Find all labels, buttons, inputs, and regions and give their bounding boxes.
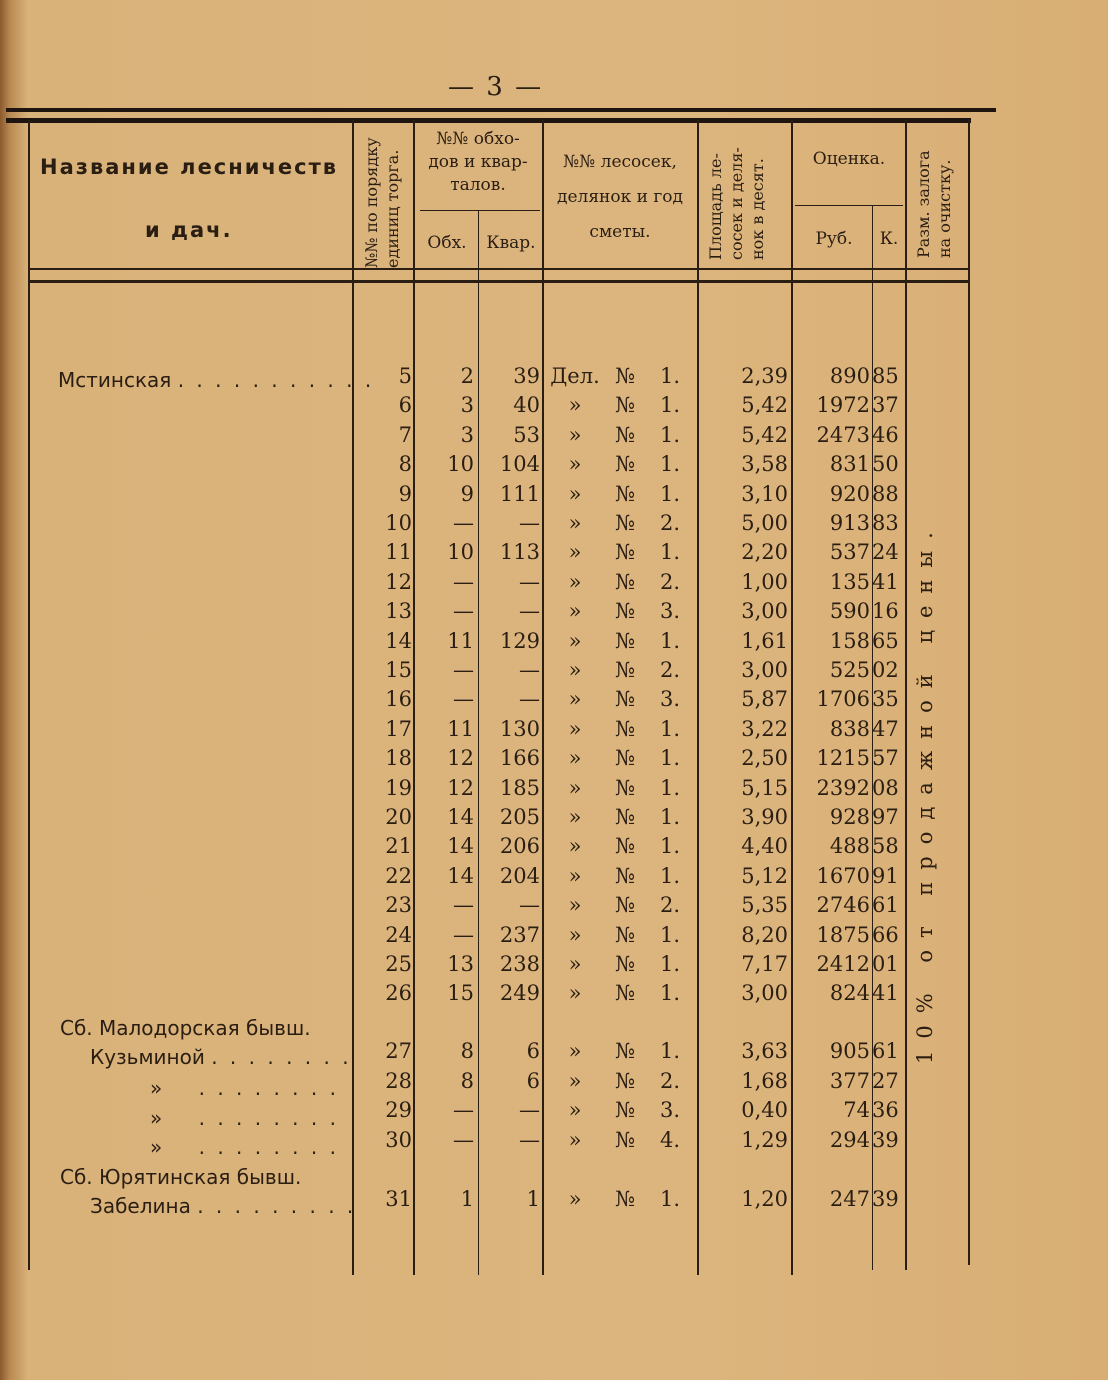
table-row bbox=[0, 482, 1108, 511]
cell-obh: — bbox=[453, 893, 474, 918]
cell-no: 1. bbox=[660, 863, 681, 888]
cell-kop: 01 bbox=[872, 952, 899, 976]
cell-num: 15 bbox=[385, 658, 412, 682]
cell-del: » bbox=[568, 834, 582, 859]
cell-no: 1. bbox=[660, 452, 681, 477]
cell-num: 7 bbox=[398, 422, 412, 447]
cell-sign: № bbox=[615, 687, 635, 712]
cell-del: » bbox=[568, 893, 582, 918]
cell-area: 5,87 bbox=[741, 687, 788, 712]
cell-rub: 294 bbox=[829, 1128, 870, 1152]
cell-del: » bbox=[568, 511, 582, 535]
table-row bbox=[0, 687, 1108, 716]
cell-no: 1. bbox=[660, 422, 681, 447]
cell-area: 1,29 bbox=[741, 1128, 788, 1152]
top-rule bbox=[6, 108, 996, 112]
cell-obh: 1 bbox=[460, 1187, 474, 1211]
cell-rub: 838 bbox=[829, 716, 870, 741]
cell-del: » bbox=[568, 922, 582, 947]
cell-kop: 85 bbox=[872, 364, 899, 388]
cell-obh: 14 bbox=[447, 863, 474, 888]
cell-obh: 10 bbox=[447, 540, 474, 565]
header-ocenka: Оценка. bbox=[812, 149, 886, 169]
cell-no: 1. bbox=[660, 628, 681, 653]
cell-num: 18 bbox=[385, 746, 412, 771]
cell-del: » bbox=[568, 687, 582, 712]
cell-del: » bbox=[568, 422, 582, 447]
name-mstinskaya: Мстинская . . . . . . . . . . . bbox=[58, 368, 375, 392]
cell-sign: № bbox=[615, 422, 635, 447]
cell-kop: 24 bbox=[872, 540, 899, 565]
cell-rub: 590 bbox=[829, 599, 870, 624]
cell-kop: 35 bbox=[872, 687, 899, 712]
cell-kv: — bbox=[519, 658, 540, 682]
cell-sign: № bbox=[615, 775, 635, 800]
cell-num: 23 bbox=[385, 893, 412, 918]
cell-del: » bbox=[568, 981, 582, 1006]
cell-kv: 104 bbox=[499, 452, 540, 477]
cell-rub: 920 bbox=[829, 481, 870, 506]
cell-del: » bbox=[568, 599, 582, 624]
cell-rub: 135 bbox=[829, 569, 870, 594]
cell-obh: — bbox=[453, 658, 474, 682]
cell-num: 9 bbox=[398, 481, 412, 506]
cell-sign: № bbox=[615, 1187, 635, 1211]
cell-kv: 205 bbox=[499, 805, 540, 829]
header-zalog: Разм. залога на очистку. bbox=[914, 150, 954, 258]
cell-rub: 1972 bbox=[816, 393, 870, 418]
cell-kv: — bbox=[519, 1098, 540, 1122]
cell-kv: — bbox=[519, 893, 540, 918]
cell-num: 10 bbox=[385, 511, 412, 535]
cell-area: 2,50 bbox=[741, 746, 788, 771]
cell-sign: № bbox=[615, 569, 635, 594]
cell-kop: 41 bbox=[872, 981, 899, 1006]
cell-num: 16 bbox=[385, 687, 412, 712]
cell-no: 2. bbox=[660, 893, 681, 918]
cell-kv: — bbox=[519, 1128, 540, 1152]
cell-del: » bbox=[568, 775, 582, 800]
table-row bbox=[0, 1039, 1108, 1068]
cell-area: 5,42 bbox=[741, 422, 788, 447]
cell-rub: 2473 bbox=[816, 422, 870, 447]
cell-kop: 88 bbox=[872, 481, 899, 506]
cell-area: 5,15 bbox=[741, 775, 788, 800]
cell-kv: 237 bbox=[499, 922, 540, 947]
cell-rub: 525 bbox=[829, 658, 870, 682]
cell-area: 1,61 bbox=[741, 628, 788, 653]
cell-rub: 831 bbox=[829, 452, 870, 477]
cell-num: 19 bbox=[385, 775, 412, 800]
table-row bbox=[0, 629, 1108, 658]
header-name-line2: и дач. bbox=[145, 218, 233, 242]
cell-sign: № bbox=[615, 981, 635, 1006]
cell-obh: 12 bbox=[447, 746, 474, 771]
cell-num: 20 bbox=[385, 805, 412, 829]
cell-sign: № bbox=[615, 893, 635, 918]
cell-no: 1. bbox=[660, 952, 681, 976]
header-rub: Руб. bbox=[815, 229, 853, 249]
cell-obh: 15 bbox=[447, 981, 474, 1006]
cell-rub: 158 bbox=[829, 628, 870, 653]
cell-area: 2,20 bbox=[741, 540, 788, 565]
cell-num: 30 bbox=[385, 1128, 412, 1152]
cell-obh: 14 bbox=[447, 805, 474, 829]
cell-del: » bbox=[568, 746, 582, 771]
name-malodor-line1: Сб. Малодорская бывш. bbox=[60, 1016, 311, 1040]
cell-area: 5,12 bbox=[741, 863, 788, 888]
header-obh-sub: Обх. bbox=[427, 233, 467, 253]
table-row bbox=[0, 599, 1108, 628]
cell-rub: 488 bbox=[829, 834, 870, 859]
cell-no: 2. bbox=[660, 1069, 681, 1093]
cell-kop: 39 bbox=[872, 1187, 899, 1211]
cell-obh: — bbox=[453, 922, 474, 947]
cell-num: 17 bbox=[385, 716, 412, 741]
cell-rub: 913 bbox=[829, 511, 870, 535]
cell-rub: 2746 bbox=[816, 893, 870, 918]
name-yuryat-line2: Забелина . . . . . . . . . bbox=[90, 1194, 357, 1218]
header-area: Площадь ле- сосек и деля- нок в десят. bbox=[706, 147, 767, 260]
cell-kv: 6 bbox=[526, 1039, 540, 1063]
cell-area: 3,22 bbox=[741, 716, 788, 741]
cell-del: » bbox=[568, 393, 582, 418]
cell-no: 1. bbox=[660, 716, 681, 741]
side-note: 10% от продажной цены. bbox=[913, 520, 937, 1064]
cell-sign: № bbox=[615, 952, 635, 976]
cell-kop: 46 bbox=[872, 422, 899, 447]
cell-kop: 16 bbox=[872, 599, 899, 624]
cell-no: 1. bbox=[660, 1039, 681, 1063]
cell-num: 5 bbox=[398, 364, 412, 388]
cell-sign: № bbox=[615, 1069, 635, 1093]
table-row bbox=[0, 981, 1108, 1010]
cell-kv: 166 bbox=[499, 746, 540, 771]
header-obh: №№ обхо- дов и квар- талов. bbox=[428, 129, 528, 195]
cell-kop: 65 bbox=[872, 628, 899, 653]
cell-sign: № bbox=[615, 1039, 635, 1063]
cell-sign: № bbox=[615, 364, 635, 388]
cell-kop: 58 bbox=[872, 834, 899, 859]
table-row bbox=[0, 1187, 1108, 1216]
cell-num: 14 bbox=[385, 628, 412, 653]
cell-obh: 2 bbox=[460, 364, 474, 388]
cell-no: 2. bbox=[660, 658, 681, 682]
cell-no: 3. bbox=[660, 599, 681, 624]
cell-area: 3,90 bbox=[741, 805, 788, 829]
cell-del: » bbox=[568, 452, 582, 477]
cell-sign: № bbox=[615, 511, 635, 535]
table-row bbox=[0, 923, 1108, 952]
cell-kop: 57 bbox=[872, 746, 899, 771]
cell-no: 1. bbox=[660, 775, 681, 800]
cell-obh: 3 bbox=[460, 422, 474, 447]
cell-kop: 83 bbox=[872, 511, 899, 535]
table-row bbox=[0, 658, 1108, 687]
cell-kv: 129 bbox=[499, 628, 540, 653]
table-row bbox=[0, 364, 1108, 393]
cell-num: 31 bbox=[385, 1187, 412, 1211]
cell-obh: — bbox=[453, 1098, 474, 1122]
cell-obh: — bbox=[453, 569, 474, 594]
cell-num: 29 bbox=[385, 1098, 412, 1122]
cell-kop: 39 bbox=[872, 1128, 899, 1152]
cell-rub: 377 bbox=[829, 1069, 870, 1093]
cell-del: » bbox=[568, 1069, 582, 1093]
table-row bbox=[0, 511, 1108, 540]
cell-num: 8 bbox=[398, 452, 412, 477]
cell-obh: 12 bbox=[447, 775, 474, 800]
cell-rub: 247 bbox=[829, 1187, 870, 1211]
cell-rub: 2392 bbox=[816, 775, 870, 800]
name-ditto: » . . . . . . . . bbox=[150, 1135, 339, 1159]
cell-kv: — bbox=[519, 511, 540, 535]
cell-kv: 113 bbox=[499, 540, 540, 565]
cell-no: 1. bbox=[660, 364, 681, 388]
cell-obh: 13 bbox=[447, 952, 474, 976]
cell-rub: 2412 bbox=[816, 952, 870, 976]
cell-kop: 41 bbox=[872, 569, 899, 594]
cell-area: 5,35 bbox=[741, 893, 788, 918]
cell-no: 1. bbox=[660, 481, 681, 506]
cell-del: » bbox=[568, 540, 582, 565]
cell-kop: 02 bbox=[872, 658, 899, 682]
cell-obh: — bbox=[453, 599, 474, 624]
cell-sign: № bbox=[615, 863, 635, 888]
cell-rub: 890 bbox=[829, 364, 870, 388]
header-subrule bbox=[795, 205, 903, 206]
cell-del: » bbox=[568, 805, 582, 829]
cell-sign: № bbox=[615, 746, 635, 771]
cell-no: 1. bbox=[660, 393, 681, 418]
cell-kv: 6 bbox=[526, 1069, 540, 1093]
cell-num: 25 bbox=[385, 952, 412, 976]
cell-del: » bbox=[568, 716, 582, 741]
header-kop: К. bbox=[879, 229, 899, 249]
cell-kv: 39 bbox=[513, 364, 540, 388]
table-row bbox=[0, 776, 1108, 805]
cell-no: 1. bbox=[660, 981, 681, 1006]
top-rule-2 bbox=[6, 118, 971, 123]
cell-sign: № bbox=[615, 716, 635, 741]
cell-no: 3. bbox=[660, 1098, 681, 1122]
cell-area: 3,63 bbox=[741, 1039, 788, 1063]
name-malodor-line2: Кузьминой . . . . . . . . bbox=[90, 1045, 352, 1069]
name-yuryat-line1: Сб. Юрятинская бывш. bbox=[60, 1165, 302, 1189]
header-rule bbox=[30, 268, 970, 270]
cell-num: 11 bbox=[385, 540, 412, 565]
cell-rub: 1215 bbox=[816, 746, 870, 771]
header-lesosek: №№ лесосек, делянок и год сметы. bbox=[557, 152, 683, 242]
cell-area: 5,42 bbox=[741, 393, 788, 418]
cell-area: 0,40 bbox=[741, 1098, 788, 1122]
cell-kop: 91 bbox=[872, 863, 899, 888]
cell-kop: 08 bbox=[872, 775, 899, 800]
cell-del: » bbox=[568, 569, 582, 594]
cell-num: 6 bbox=[398, 393, 412, 418]
table-row bbox=[0, 834, 1108, 863]
cell-no: 2. bbox=[660, 511, 681, 535]
table-row bbox=[0, 393, 1108, 422]
header-subrule bbox=[420, 210, 540, 211]
cell-del: » bbox=[568, 952, 582, 976]
name-ditto: » . . . . . . . . bbox=[150, 1106, 339, 1130]
cell-sign: № bbox=[615, 922, 635, 947]
cell-rub: 928 bbox=[829, 805, 870, 829]
cell-kv: 206 bbox=[499, 834, 540, 859]
cell-sign: № bbox=[615, 1098, 635, 1122]
cell-kv: 53 bbox=[513, 422, 540, 447]
cell-kop: 36 bbox=[872, 1098, 899, 1122]
cell-num: 12 bbox=[385, 569, 412, 594]
cell-area: 2,39 bbox=[741, 364, 788, 388]
table-row bbox=[0, 717, 1108, 746]
header-order: №№ по порядку единиц торга. bbox=[362, 137, 402, 268]
cell-num: 22 bbox=[385, 863, 412, 888]
cell-kv: 204 bbox=[499, 863, 540, 888]
cell-kop: 47 bbox=[872, 716, 899, 741]
cell-del: » bbox=[568, 1128, 582, 1152]
cell-sign: № bbox=[615, 393, 635, 418]
cell-del: Дел. bbox=[550, 364, 600, 388]
cell-no: 1. bbox=[660, 540, 681, 565]
table-row bbox=[0, 423, 1108, 452]
cell-num: 24 bbox=[385, 922, 412, 947]
cell-obh: 8 bbox=[460, 1039, 474, 1063]
cell-kv: 130 bbox=[499, 716, 540, 741]
cell-del: » bbox=[568, 628, 582, 653]
cell-kv: 238 bbox=[499, 952, 540, 976]
cell-no: 1. bbox=[660, 805, 681, 829]
cell-rub: 74 bbox=[843, 1098, 870, 1122]
cell-area: 3,10 bbox=[741, 481, 788, 506]
cell-rub: 1670 bbox=[816, 863, 870, 888]
cell-del: » bbox=[568, 1039, 582, 1063]
cell-area: 5,00 bbox=[741, 511, 788, 535]
cell-kop: 97 bbox=[872, 805, 899, 829]
cell-area: 1,00 bbox=[741, 569, 788, 594]
cell-no: 1. bbox=[660, 834, 681, 859]
table-row bbox=[0, 540, 1108, 569]
name-ditto: » . . . . . . . . bbox=[150, 1076, 339, 1100]
cell-area: 3,00 bbox=[741, 599, 788, 624]
cell-no: 3. bbox=[660, 687, 681, 712]
cell-del: » bbox=[568, 1098, 582, 1122]
cell-kop: 37 bbox=[872, 393, 899, 418]
table-row bbox=[0, 805, 1108, 834]
table-row bbox=[0, 746, 1108, 775]
cell-area: 3,00 bbox=[741, 981, 788, 1006]
cell-rub: 537 bbox=[829, 540, 870, 565]
cell-obh: 11 bbox=[447, 628, 474, 653]
cell-rub: 1875 bbox=[816, 922, 870, 947]
cell-kop: 66 bbox=[872, 922, 899, 947]
cell-kv: 40 bbox=[513, 393, 540, 418]
cell-obh: 8 bbox=[460, 1069, 474, 1093]
cell-no: 1. bbox=[660, 746, 681, 771]
table-row bbox=[0, 1098, 1108, 1127]
cell-del: » bbox=[568, 863, 582, 888]
cell-area: 1,68 bbox=[741, 1069, 788, 1093]
cell-no: 1. bbox=[660, 1187, 681, 1211]
table-row bbox=[0, 1128, 1108, 1157]
table-row bbox=[0, 452, 1108, 481]
cell-rub: 1706 bbox=[816, 687, 870, 712]
cell-del: » bbox=[568, 481, 582, 506]
cell-sign: № bbox=[615, 1128, 635, 1152]
cell-kv: — bbox=[519, 569, 540, 594]
cell-del: » bbox=[568, 1187, 582, 1211]
cell-kop: 61 bbox=[872, 1039, 899, 1063]
cell-no: 4. bbox=[660, 1128, 681, 1152]
cell-rub: 824 bbox=[829, 981, 870, 1006]
cell-obh: 10 bbox=[447, 452, 474, 477]
cell-kv: — bbox=[519, 599, 540, 624]
cell-obh: — bbox=[453, 687, 474, 712]
header-kvar-sub: Квар. bbox=[486, 233, 536, 253]
cell-sign: № bbox=[615, 481, 635, 506]
cell-area: 4,40 bbox=[741, 834, 788, 859]
cell-area: 3,58 bbox=[741, 452, 788, 477]
cell-kv: 1 bbox=[526, 1187, 540, 1211]
cell-kv: 185 bbox=[499, 775, 540, 800]
cell-obh: — bbox=[453, 1128, 474, 1152]
table-row bbox=[0, 952, 1108, 981]
cell-num: 26 bbox=[385, 981, 412, 1006]
cell-obh: — bbox=[453, 511, 474, 535]
cell-kv: 111 bbox=[499, 481, 540, 506]
cell-num: 27 bbox=[385, 1039, 412, 1063]
header-name-line1: Название лесничеств bbox=[40, 155, 339, 179]
cell-area: 3,00 bbox=[741, 658, 788, 682]
cell-kv: 249 bbox=[499, 981, 540, 1006]
cell-kop: 27 bbox=[872, 1069, 899, 1093]
cell-no: 2. bbox=[660, 569, 681, 594]
cell-sign: № bbox=[615, 599, 635, 624]
page-number: — 3 — bbox=[448, 72, 544, 102]
table-row bbox=[0, 570, 1108, 599]
cell-sign: № bbox=[615, 834, 635, 859]
table-row bbox=[0, 1069, 1108, 1098]
cell-obh: 14 bbox=[447, 834, 474, 859]
cell-kop: 61 bbox=[872, 893, 899, 918]
cell-rub: 905 bbox=[829, 1039, 870, 1063]
cell-area: 1,20 bbox=[741, 1187, 788, 1211]
cell-sign: № bbox=[615, 658, 635, 682]
cell-num: 21 bbox=[385, 834, 412, 859]
cell-obh: 9 bbox=[460, 481, 474, 506]
cell-sign: № bbox=[615, 540, 635, 565]
table-row bbox=[0, 864, 1108, 893]
cell-obh: 3 bbox=[460, 393, 474, 418]
cell-sign: № bbox=[615, 452, 635, 477]
cell-area: 8,20 bbox=[741, 922, 788, 947]
cell-obh: 11 bbox=[447, 716, 474, 741]
cell-sign: № bbox=[615, 805, 635, 829]
cell-no: 1. bbox=[660, 922, 681, 947]
cell-del: » bbox=[568, 658, 582, 682]
cell-num: 13 bbox=[385, 599, 412, 624]
table-row bbox=[0, 893, 1108, 922]
cell-kop: 50 bbox=[872, 452, 899, 477]
cell-num: 28 bbox=[385, 1069, 412, 1093]
cell-area: 7,17 bbox=[741, 952, 788, 976]
cell-sign: № bbox=[615, 628, 635, 653]
cell-kv: — bbox=[519, 687, 540, 712]
header-rule-2 bbox=[30, 280, 970, 283]
